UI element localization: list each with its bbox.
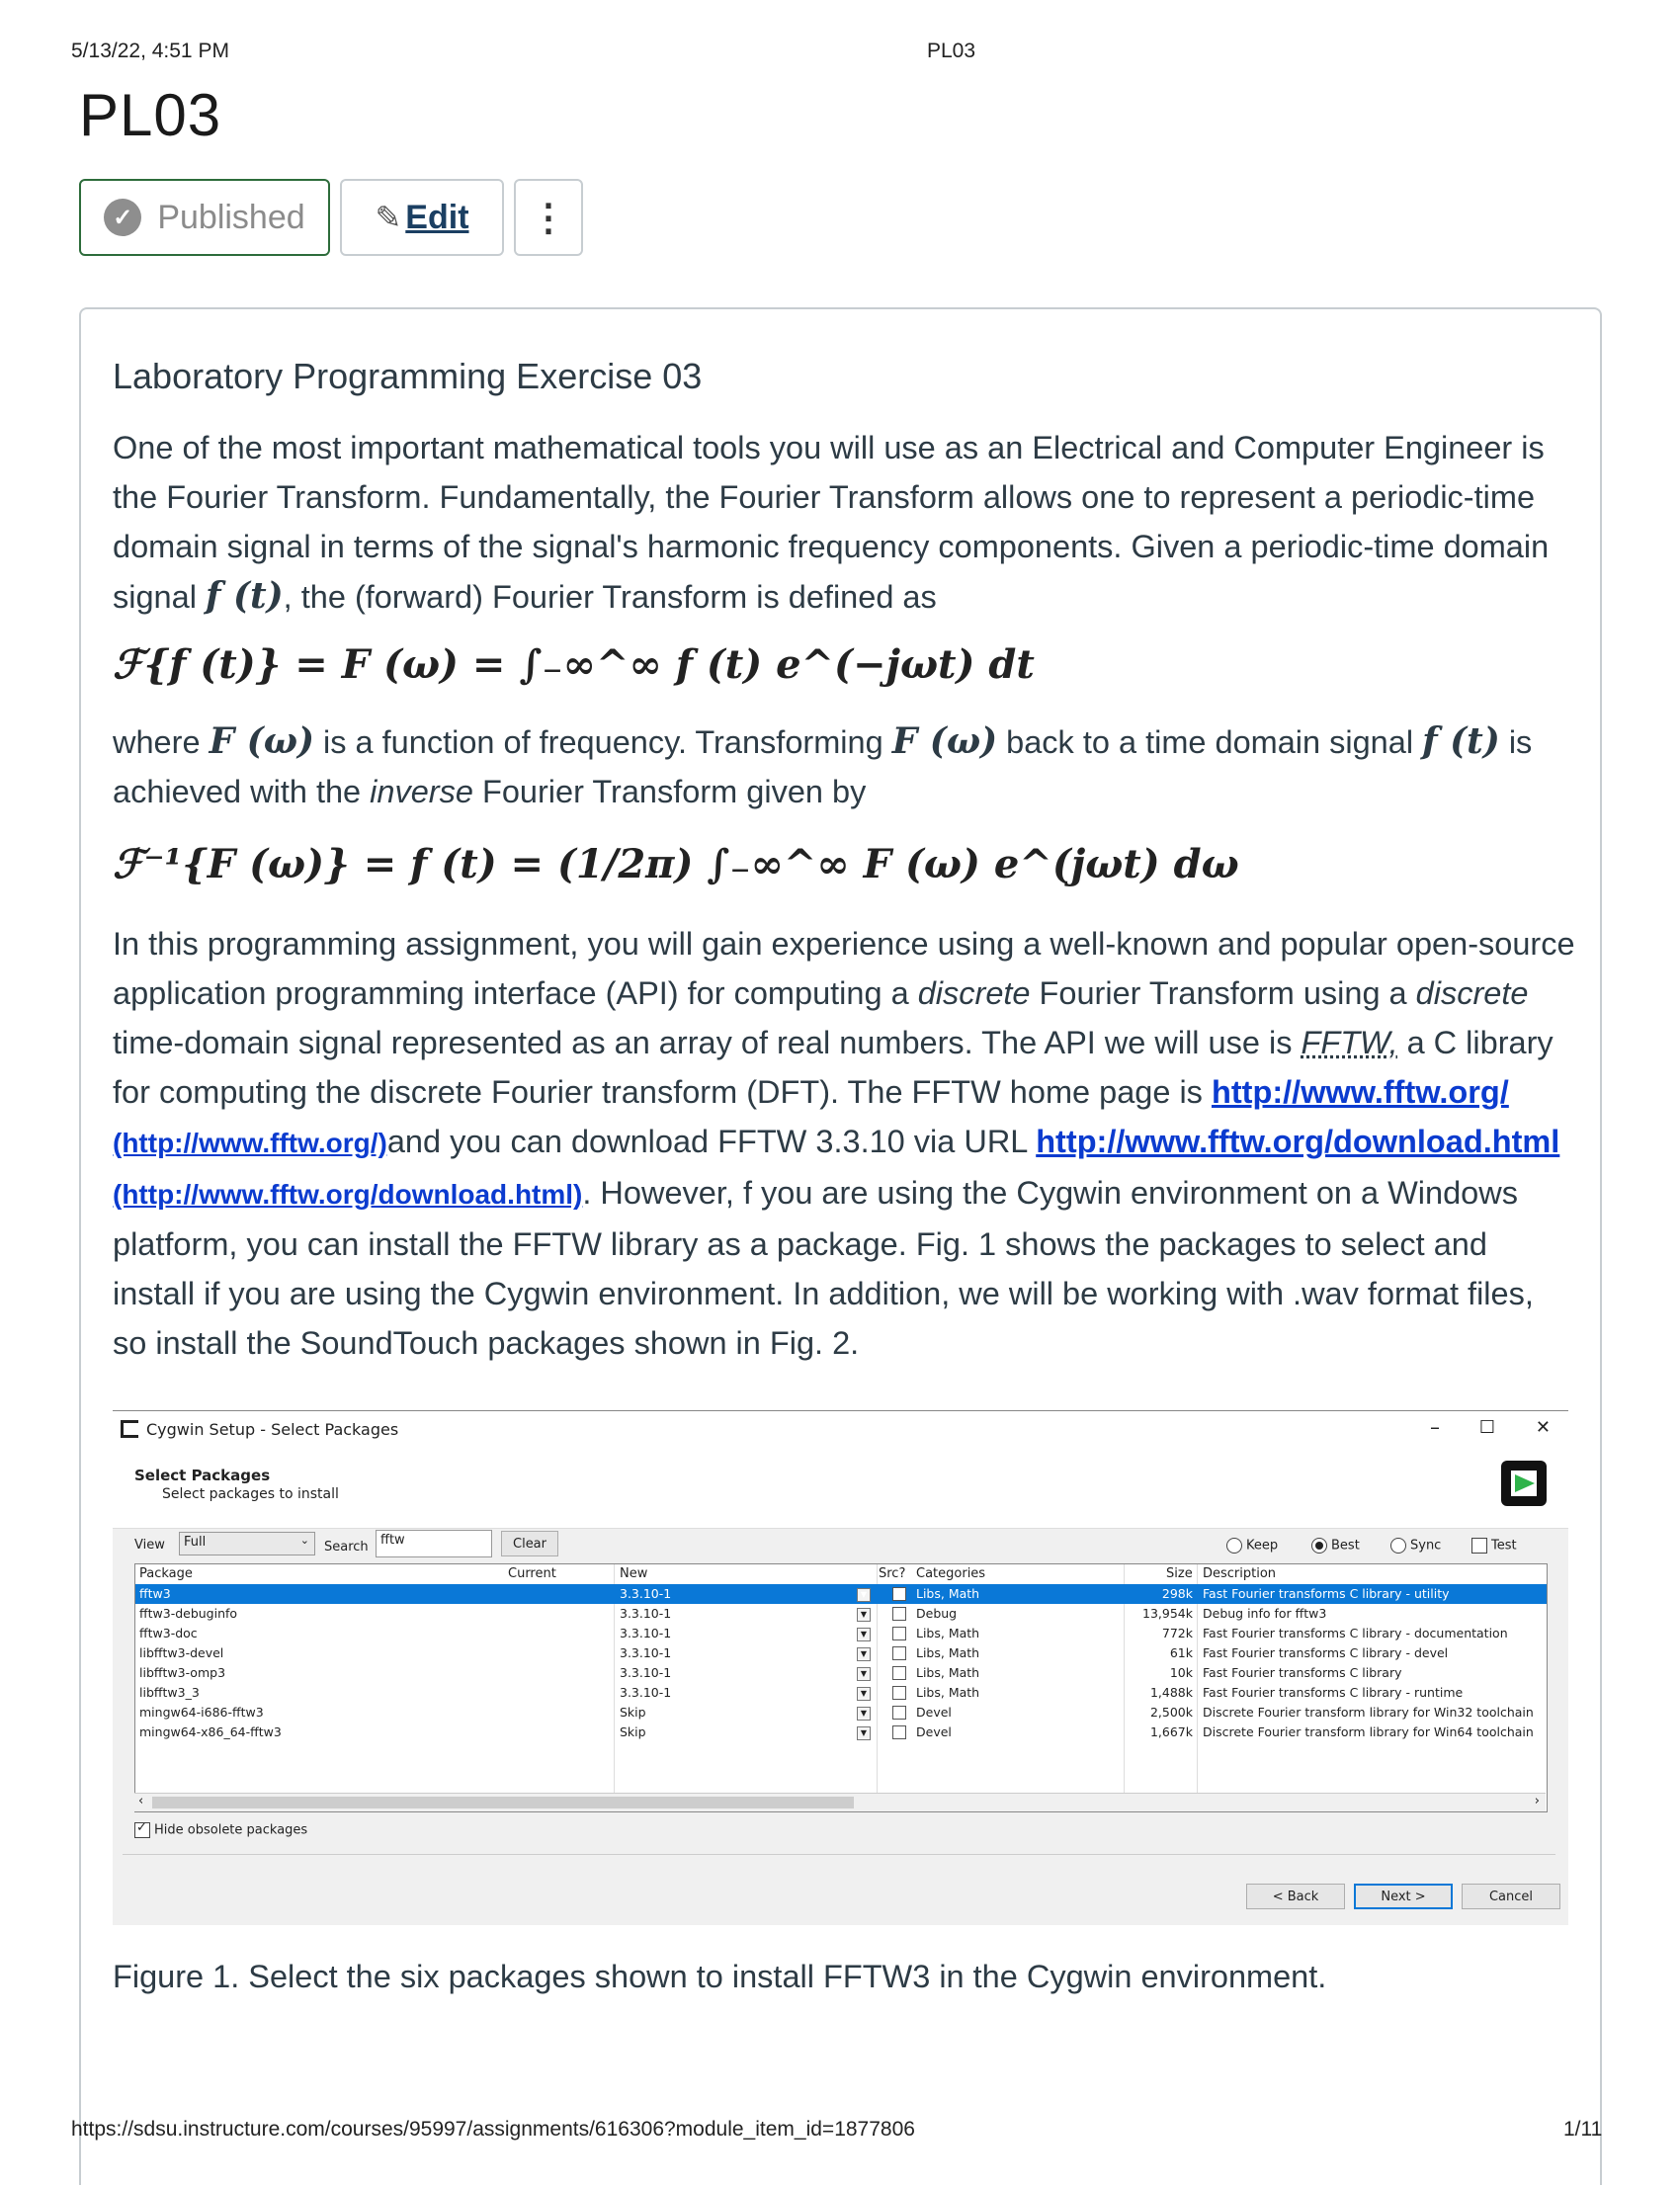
dropdown-arrow-icon[interactable]: ▼	[857, 1588, 871, 1602]
test-checkbox[interactable]	[1471, 1538, 1517, 1554]
cancel-button[interactable]: Cancel	[1462, 1884, 1560, 1909]
table-row[interactable]	[135, 1723, 1547, 1742]
search-input-value: fftw	[380, 1533, 405, 1548]
math-fw: F (ω)	[209, 720, 314, 762]
src-checkbox[interactable]	[892, 1706, 906, 1720]
forward-equation-text: ℱ{f (t)} = F (ω) = ∫₋∞^∞ f (t) e^(−jωt) dt	[113, 641, 1035, 688]
cell-description: Debug info for fftw3	[1203, 1606, 1327, 1621]
p2-inverse: inverse	[370, 774, 473, 809]
minimize-icon[interactable]: –	[1430, 1415, 1440, 1439]
scroll-right-icon[interactable]: ›	[1534, 1794, 1540, 1808]
p2-d: is achieved with the	[113, 724, 1533, 809]
fftw-abbr[interactable]: FFTW,	[1301, 1025, 1398, 1060]
src-checkbox[interactable]	[892, 1725, 906, 1739]
p3-discrete-1: discrete	[917, 975, 1031, 1011]
cygwin-heading: Select Packages	[134, 1467, 271, 1484]
scroll-left-icon[interactable]: ‹	[138, 1794, 144, 1808]
cell-size: 1,488k	[1149, 1685, 1193, 1700]
cell-categories: Libs, Math	[916, 1645, 980, 1660]
cygwin-subheading: Select packages to install	[162, 1486, 339, 1502]
cell-categories: Devel	[916, 1724, 952, 1739]
kebab-icon: ⋮	[530, 197, 567, 239]
cell-size: 10k	[1169, 1665, 1193, 1680]
p2-a: where	[113, 724, 201, 760]
cell-description: Discrete Fourier transform library for Win64 toolchain	[1203, 1724, 1534, 1739]
table-row[interactable]	[135, 1584, 1547, 1604]
page-title: PL03	[79, 82, 222, 148]
intro-text: One of the most important mathematical tools you will use as an Electrical and Computer Engineer is the Fourier Transform. Fundamentally, the Fourier Transform allows one to represent a periodic-time domain signal in terms of the signal's harmonic frequency components. Given a periodic-time domain signal	[113, 430, 1550, 615]
fftw-home-link-url[interactable]: (http://www.fftw.org/)	[113, 1128, 387, 1158]
cygwin-title-bar	[113, 1411, 1568, 1447]
col-package[interactable]: Package	[139, 1566, 193, 1581]
col-new[interactable]: New	[620, 1566, 648, 1581]
math-fw-2: F (ω)	[891, 720, 998, 762]
assignment-content	[113, 356, 1575, 1368]
dropdown-arrow-icon[interactable]: ▼	[857, 1647, 871, 1661]
cell-size: 2,500k	[1149, 1705, 1193, 1720]
fftw-download-link-url[interactable]: (http://www.fftw.org/download.html)	[113, 1179, 583, 1210]
assignment-paragraph	[113, 919, 1575, 1368]
package-table	[134, 1563, 1548, 1812]
dropdown-arrow-icon[interactable]: ▼	[857, 1628, 871, 1641]
src-checkbox[interactable]	[892, 1607, 906, 1621]
cell-new: Skip	[620, 1705, 646, 1720]
dropdown-arrow-icon[interactable]: ▼	[857, 1726, 871, 1740]
cell-size: 1,667k	[1149, 1724, 1193, 1739]
src-checkbox[interactable]	[892, 1666, 906, 1680]
p2-e: Fourier Transform given by	[481, 774, 867, 809]
view-select-value: Full	[184, 1535, 207, 1550]
cell-package: mingw64-i686-fftw3	[139, 1705, 264, 1720]
src-checkbox[interactable]	[892, 1686, 906, 1700]
cell-new: 3.3.10-1	[620, 1626, 672, 1640]
cell-description: Fast Fourier transforms C library	[1203, 1665, 1402, 1680]
cell-package: libfftw3-omp3	[139, 1665, 226, 1680]
close-icon[interactable]: ✕	[1535, 1417, 1551, 1438]
assignment-heading: Laboratory Programming Exercise 03	[113, 356, 703, 396]
col-description[interactable]: Description	[1203, 1566, 1277, 1581]
edit-button[interactable]	[340, 179, 504, 256]
dropdown-arrow-icon[interactable]: ▼	[857, 1608, 871, 1622]
src-checkbox[interactable]	[892, 1587, 906, 1601]
p3-a: In this programming assignment, you will gain experience using a well-known and popular open-source application programming interface (API) for computing a	[113, 926, 1575, 1011]
cell-description: Fast Fourier transforms C library - documentation	[1203, 1626, 1508, 1640]
cell-description: Fast Fourier transforms C library - runtime	[1203, 1685, 1464, 1700]
table-row[interactable]	[135, 1604, 1547, 1624]
cell-package: fftw3-debuginfo	[139, 1606, 238, 1621]
cell-description: Fast Fourier transforms C library - utility	[1203, 1586, 1450, 1601]
cell-package: fftw3	[139, 1586, 171, 1601]
edit-label: Edit	[405, 198, 469, 236]
cygwin-setup-screenshot	[113, 1410, 1568, 1925]
clear-button[interactable]: Clear	[501, 1531, 558, 1556]
p3-c: time-domain signal represented as an array of real numbers. The API we will use is	[113, 1025, 1293, 1060]
cell-size: 61k	[1169, 1645, 1193, 1660]
cell-new: 3.3.10-1	[620, 1606, 672, 1621]
cell-categories: Libs, Math	[916, 1586, 980, 1601]
print-title: PL03	[927, 40, 976, 62]
math-ft-2: f (t)	[1422, 720, 1500, 762]
table-row[interactable]	[135, 1683, 1547, 1703]
search-label: Search	[324, 1540, 369, 1555]
cell-package: libfftw3_3	[139, 1685, 200, 1700]
pencil-icon: ✎	[375, 200, 402, 235]
cell-size: 13,954k	[1142, 1606, 1193, 1621]
check-icon: ✓	[104, 199, 141, 236]
next-button[interactable]: Next >	[1354, 1884, 1453, 1909]
cygwin-window-title: Cygwin Setup - Select Packages	[146, 1420, 399, 1439]
col-src[interactable]: Src?	[879, 1566, 906, 1581]
col-categories[interactable]: Categories	[916, 1566, 986, 1581]
cell-package: mingw64-x86_64-fftw3	[139, 1724, 282, 1739]
chevron-down-icon: ⌄	[299, 1534, 309, 1547]
p3-e: and you can download FFTW 3.3.10 via URL	[386, 1124, 1028, 1159]
src-checkbox[interactable]	[892, 1627, 906, 1640]
cell-categories: Libs, Math	[916, 1626, 980, 1640]
maximize-icon[interactable]: ☐	[1478, 1417, 1495, 1438]
inverse-equation-text: ℱ⁻¹{F (ω)} = f (t) = (1/2π) ∫₋∞^∞ F (ω) e^(jωt) dω	[113, 841, 1239, 887]
cell-package: fftw3-doc	[139, 1626, 198, 1640]
cell-description: Discrete Fourier transform library for Win32 toolchain	[1203, 1705, 1534, 1720]
dropdown-arrow-icon[interactable]: ▼	[857, 1707, 871, 1721]
published-button[interactable]	[79, 179, 330, 256]
col-size[interactable]: Size	[1166, 1566, 1193, 1581]
more-options-button[interactable]	[514, 179, 583, 256]
p3-discrete-2: discrete	[1415, 975, 1529, 1011]
hide-obsolete-checkbox[interactable]	[134, 1822, 307, 1838]
print-datetime: 5/13/22, 4:51 PM	[71, 40, 229, 62]
test-checkbox-label: Test	[1491, 1538, 1517, 1554]
published-label: Published	[157, 198, 305, 236]
table-row[interactable]	[135, 1703, 1547, 1723]
col-current[interactable]: Current	[508, 1566, 556, 1581]
cell-size: 772k	[1161, 1626, 1193, 1640]
p3-d: a C library for computing the discrete Fourier transform (DFT). The FFTW home page is	[113, 1025, 1554, 1110]
cell-size: 298k	[1161, 1586, 1193, 1601]
footer-url: https://sdsu.instructure.com/courses/95997/assignments/616306?module_item_id=1877806	[71, 2118, 915, 2141]
p3-b: Fourier Transform using a	[1039, 975, 1407, 1011]
src-checkbox[interactable]	[892, 1646, 906, 1660]
table-row[interactable]	[135, 1643, 1547, 1663]
table-row[interactable]	[135, 1663, 1547, 1683]
radio-best-label: Best	[1331, 1538, 1360, 1554]
view-select[interactable]	[179, 1532, 315, 1555]
cell-description: Fast Fourier transforms C library - devel	[1203, 1645, 1449, 1660]
cygwin-logo-icon	[1501, 1461, 1547, 1506]
cygwin-header	[113, 1447, 1568, 1529]
hide-obsolete-label: Hide obsolete packages	[154, 1822, 308, 1838]
cell-categories: Libs, Math	[916, 1665, 980, 1680]
cell-new: 3.3.10-1	[620, 1586, 672, 1601]
cell-new: 3.3.10-1	[620, 1685, 672, 1700]
fftw-home-link[interactable]: http://www.fftw.org/	[1211, 1074, 1509, 1110]
table-header	[135, 1564, 1547, 1584]
math-ft: f (t)	[205, 575, 284, 617]
radio-keep[interactable]	[1226, 1538, 1278, 1554]
cell-new: 3.3.10-1	[620, 1645, 672, 1660]
cygwin-icon	[121, 1420, 138, 1438]
footer-page: 1/11	[1563, 2118, 1603, 2141]
inverse-transform-equation	[113, 834, 1575, 895]
p2-c: back to a time domain signal	[1006, 724, 1414, 760]
view-label: View	[134, 1538, 165, 1553]
inverse-paragraph	[113, 716, 1575, 816]
radio-sync[interactable]	[1390, 1538, 1441, 1554]
figure-caption: Figure 1. Select the six packages shown to install FFTW3 in the Cygwin environment.	[113, 1959, 1327, 1994]
p3-f: . However, f you are using the Cygwin environment on a Windows platform, you can install the FFTW library as a package. Fig. 1 shows the packages to select and install if you are using the Cygwin environment. In addition, we will be working with .wav format files, so install the SoundTouch packages shown in Fig. 2.	[113, 1175, 1534, 1361]
fftw-download-link[interactable]: http://www.fftw.org/download.html	[1036, 1124, 1560, 1159]
radio-sync-label: Sync	[1410, 1538, 1442, 1554]
intro-paragraph	[113, 423, 1575, 622]
forward-transform-equation	[113, 635, 1575, 695]
back-button[interactable]: < Back	[1246, 1884, 1345, 1909]
cell-package: libfftw3-devel	[139, 1645, 224, 1660]
intro-text-end: , the (forward) Fourier Transform is defined as	[283, 579, 937, 615]
scrollbar-thumb[interactable]	[152, 1797, 854, 1808]
radio-best[interactable]	[1311, 1538, 1360, 1554]
p2-b: is a function of frequency. Transforming	[323, 724, 883, 760]
dropdown-arrow-icon[interactable]: ▼	[857, 1667, 871, 1681]
cell-categories: Debug	[916, 1606, 958, 1621]
search-input[interactable]	[376, 1530, 492, 1557]
cell-new: 3.3.10-1	[620, 1665, 672, 1680]
table-row[interactable]	[135, 1624, 1547, 1643]
horizontal-scrollbar[interactable]	[134, 1793, 1546, 1811]
cell-categories: Libs, Math	[916, 1685, 980, 1700]
radio-keep-label: Keep	[1246, 1538, 1279, 1554]
cell-new: Skip	[620, 1724, 646, 1739]
cell-categories: Devel	[916, 1705, 952, 1720]
dropdown-arrow-icon[interactable]: ▼	[857, 1687, 871, 1701]
